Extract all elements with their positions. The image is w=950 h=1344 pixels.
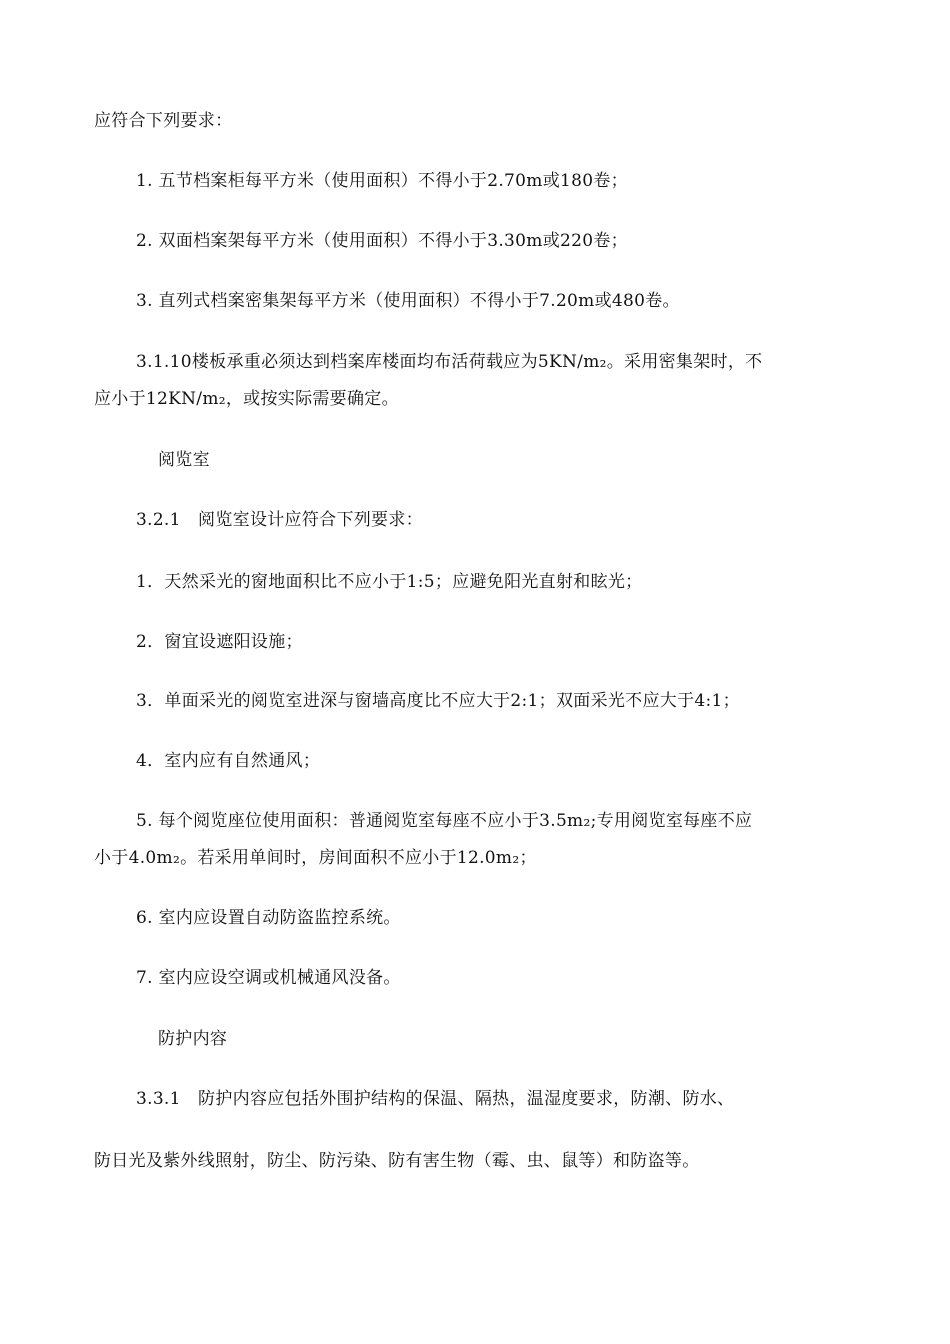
- list-item: 6. 室内应设置自动防盗监控系统。: [136, 908, 401, 928]
- list-item: 7. 室内应设空调或机械通风没备。: [136, 968, 401, 988]
- paragraph-line: 应符合下列要求：: [94, 111, 233, 131]
- list-item: 4．室内应有自然通风；: [136, 751, 321, 771]
- list-item: 1. 五节档案柜每平方米（使用面积）不得小于2.70m或180卷；: [136, 171, 628, 191]
- list-item: 5. 每个阅览座位使用面积：普通阅览室每座不应小于3.5m₂;专用阅览室每座不应: [136, 811, 753, 831]
- clause-line: 3.1.10楼板承重必须达到档案库楼面均布活荷载应为5KN/m₂。采用密集架时，不: [136, 352, 763, 372]
- list-item: 3. 直列式档案密集架每平方米（使用面积）不得小于7.20m或480卷。: [136, 291, 680, 311]
- list-item: 3．单面采光的阅览室进深与窗墙高度比不应大于2:1；双面采光不应大于4:1；: [136, 691, 740, 711]
- list-item: 2．窗宜设遮阳设施；: [136, 632, 303, 652]
- section-heading: 防护内容: [158, 1029, 228, 1049]
- list-item: 1．天然采光的窗地面积比不应小于1:5；应避免阳光直射和眩光；: [136, 572, 643, 592]
- clause-heading: 3.2.1 阅览室设计应符合下列要求：: [136, 510, 423, 530]
- clause-line: 防日光及紫外线照射，防尘、防污染、防有害生物（霉、虫、鼠等）和防盗等。: [94, 1151, 700, 1171]
- clause-line: 3.3.1 防护内容应包括外围护结构的保温、隔热，温湿度要求，防潮、防水、: [136, 1089, 735, 1109]
- clause-line: 应小于12KN/m₂，或按实际需要确定。: [94, 389, 399, 409]
- section-heading: 阅览室: [158, 450, 210, 470]
- list-item: 2. 双面档案架每平方米（使用面积）不得小于3.30m或220卷；: [136, 231, 628, 251]
- list-item-continuation: 小于4.0m₂。若采用单间时，房间面积不应小于12.0m₂；: [94, 848, 537, 868]
